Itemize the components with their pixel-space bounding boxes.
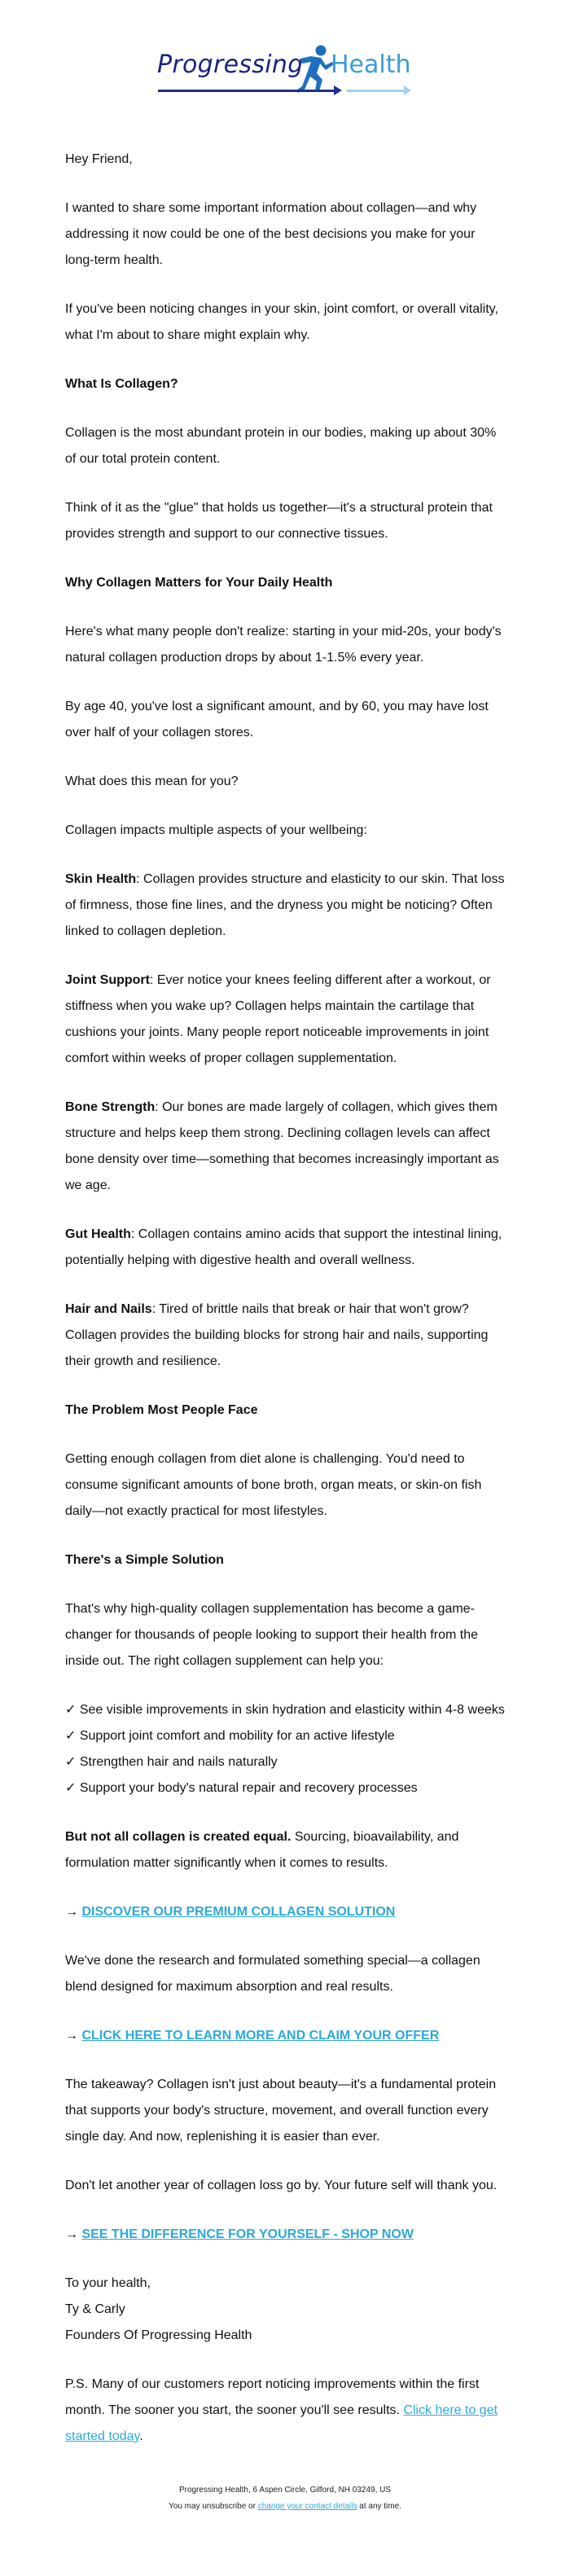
benefit-title: Hair and Nails <box>65 1302 152 1316</box>
change-contact-details-link[interactable]: change your contact details <box>257 2502 357 2511</box>
logo-word-health: Health <box>331 50 411 79</box>
benefit-text: : Collagen contains amino acids that support the intestinal lining, potentially helping with digestive health and overall wellness. <box>65 1227 502 1267</box>
footer-address: Progressing Health, 6 Aspen Circle, Gilford, NH 03249, US <box>178 2486 392 2495</box>
intro-paragraph: I wanted to share some important information about collagen—and why addressing it now could be one of the best decisions you make for your long-term health. <box>65 201 477 267</box>
section-heading: There's a Simple Solution <box>65 1553 224 1567</box>
benefit-joint-support <box>65 968 505 1072</box>
body-paragraph: We've done the research and formulated something special—a collagen blend designed for maximum absorption and real results. <box>65 1954 480 1994</box>
arrow-head-icon <box>334 86 342 95</box>
ps-paragraph <box>65 2372 505 2450</box>
greeting: Hey Friend, <box>65 152 133 166</box>
checklist-item: ✓ Support your body's natural repair and recovery processes <box>65 1781 418 1795</box>
logo-arrow-line-light <box>347 90 407 92</box>
body-paragraph: Don't let another year of collagen loss go by. Your future self will thank you. <box>65 2179 498 2192</box>
checklist-item: ✓ See visible improvements in skin hydration and elasticity within 4-8 weeks <box>65 1703 505 1717</box>
right-arrow-icon: → <box>65 2227 82 2241</box>
email-footer <box>65 2482 505 2515</box>
checklist-item: ✓ Strengthen hair and nails naturally <box>65 1755 278 1769</box>
discover-collagen-link[interactable]: DISCOVER OUR PREMIUM COLLAGEN SOLUTION <box>81 1905 396 1919</box>
benefit-skin-health <box>65 867 505 945</box>
cta-row <box>65 1899 505 1925</box>
cta-row <box>65 2222 505 2248</box>
email-header <box>0 0 570 130</box>
logo-word-progressing: Progressing <box>157 50 304 79</box>
signoff-title: Founders Of Progressing Health <box>65 2328 252 2342</box>
benefit-title: Joint Support <box>65 973 150 987</box>
signoff-line: To your health, <box>65 2276 151 2290</box>
benefit-title: Skin Health <box>65 872 137 886</box>
body-paragraph: Collagen impacts multiple aspects of your wellbeing: <box>65 823 367 837</box>
shop-now-link[interactable]: SEE THE DIFFERENCE FOR YOURSELF - SHOP NOW <box>81 2227 414 2241</box>
benefit-text: : Collagen provides structure and elasticity to our skin. That loss of firmness, those fine lines, and the dryness you might be noticing? Often linked to collagen depletion. <box>65 872 505 938</box>
benefit-text: : Our bones are made largely of collagen, which gives them structure and helps keep them strong. Declining collagen levels can affect bone density over time—something that becomes increasingly important as we age. <box>65 1100 499 1192</box>
not-equal-paragraph <box>65 1824 505 1876</box>
email-body <box>0 147 570 2515</box>
section-heading: What Is Collagen? <box>65 377 178 391</box>
benefit-hair-nails <box>65 1297 505 1375</box>
ps-end: . <box>139 2429 143 2443</box>
claim-offer-link[interactable]: CLICK HERE TO LEARN MORE AND CLAIM YOUR OFFER <box>81 2029 440 2043</box>
arrow-head-icon <box>404 86 411 95</box>
benefit-gut-health <box>65 1222 505 1274</box>
section-heading: Why Collagen Matters for Your Daily Health <box>65 576 333 590</box>
benefit-text: : Ever notice your knees feeling different after a workout, or stiffness when you wake up? Collagen helps maintain the cartilage that cushions your joints. Many people report noticeable improvements in joint comfort within weeks of proper collagen supplementation. <box>65 973 491 1065</box>
body-text: Sourcing, bioavailability, and formulation matter significantly when it comes to results. <box>65 1830 459 1870</box>
body-paragraph: Collagen is the most abundant protein in our bodies, making up about 30% of our total protein content. <box>65 426 497 466</box>
right-arrow-icon: → <box>65 1905 82 1919</box>
right-arrow-icon: → <box>65 2029 82 2043</box>
checklist-item: ✓ Support joint comfort and mobility for an active lifestyle <box>65 1729 395 1743</box>
logo-arrow-line-dark <box>158 90 339 92</box>
signoff-names: Ty & Carly <box>65 2302 125 2316</box>
body-paragraph: Getting enough collagen from diet alone is challenging. You'd need to consume significant amounts of bone broth, organ meats, or skin-on fish daily—not exactly practical for most lifestyles. <box>65 1452 482 1518</box>
benefit-title: Gut Health <box>65 1227 131 1241</box>
body-paragraph: What does this mean for you? <box>65 775 239 788</box>
body-paragraph: Here's what many people don't realize: starting in your mid-20s, your body's natural collagen production drops by about 1-1.5% every year. <box>65 625 502 665</box>
body-paragraph: By age 40, you've lost a significant amount, and by 60, you may have lost over half of your collagen stores. <box>65 700 489 739</box>
benefit-text: : Tired of brittle nails that break or hair that won't grow? Collagen provides the building blocks for strong hair and nails, supporting their growth and resilience. <box>65 1302 489 1368</box>
intro-paragraph: If you've been noticing changes in your skin, joint comfort, or overall vitality, what I'm about to share might explain why. <box>65 302 498 342</box>
body-paragraph: Think of it as the "glue" that holds us together—it's a structural protein that provides strength and support to our connective tissues. <box>65 501 493 541</box>
signoff <box>65 2271 505 2349</box>
footer-text: You may unsubscribe or <box>169 2502 258 2511</box>
cta-row <box>65 2023 505 2049</box>
emphasis-text: But not all collagen is created equal. <box>65 1830 292 1844</box>
footer-unsubscribe <box>65 2499 505 2515</box>
footer-text: at any time. <box>357 2502 401 2511</box>
body-paragraph: That's why high-quality collagen supplementation has become a game-changer for thousands of people looking to support their health from the inside out. The right collagen supplement can help you: <box>65 1602 478 1668</box>
benefit-checklist <box>65 1697 505 1801</box>
progressing-health-logo[interactable] <box>155 47 423 106</box>
benefit-bone-strength <box>65 1095 505 1199</box>
ps-text: P.S. Many of our customers report noticing improvements within the first month. The sooner you start, the sooner you'll see results. <box>65 2377 480 2417</box>
benefit-title: Bone Strength <box>65 1100 156 1114</box>
body-paragraph: The takeaway? Collagen isn't just about beauty—it's a fundamental protein that supports your body's structure, movement, and overall function every single day. And now, replenishing it is easier than ever. <box>65 2078 497 2144</box>
section-heading: The Problem Most People Face <box>65 1403 258 1417</box>
get-started-link[interactable]: Click here to get started today <box>65 2403 498 2443</box>
